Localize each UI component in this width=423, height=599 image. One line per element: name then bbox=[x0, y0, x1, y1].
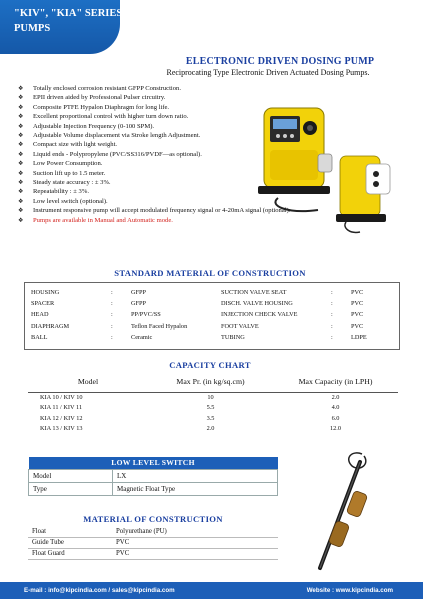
page-subtitle: Reciprocating Type Electronic Driven Actuated Dosing Pumps. bbox=[166, 68, 370, 77]
header-line-1: "KIV", "KIA" SERIES METERING bbox=[14, 8, 184, 19]
material-key: FOOT VALVE bbox=[221, 322, 259, 330]
footer-bar bbox=[0, 582, 423, 599]
feature-item: ❖ EPII driven aided by Professional Pulser circuitry. bbox=[18, 93, 413, 102]
feature-item: ❖ Low Power Consumption. bbox=[18, 159, 413, 168]
capacity-pressure-cell: 3.5 bbox=[206, 414, 215, 422]
capacity-model-cell: KIA 10 / KIV 10 bbox=[40, 394, 83, 401]
feature-item: ❖ Low level switch (optional). bbox=[18, 197, 413, 206]
materials-left-column bbox=[31, 287, 187, 343]
capacity-header-model: Model bbox=[28, 372, 148, 392]
materials-title: STANDARD MATERIAL OF CONSTRUCTION bbox=[114, 268, 306, 278]
material-value: PVC bbox=[351, 322, 364, 330]
capacity-model-cell: KIA 13 / KIV 13 bbox=[40, 425, 83, 433]
material-value: PVC bbox=[351, 311, 364, 319]
footer-email[interactable]: E-mail : info@kipcindia.com / sales@kipcindia.com bbox=[24, 587, 175, 594]
material-value: GFPP bbox=[131, 300, 147, 308]
material-row: BALL : Ceramic bbox=[31, 332, 187, 343]
material-key: BALL bbox=[31, 333, 48, 341]
material-value: Ceramic bbox=[131, 333, 153, 341]
material-key: HOUSING bbox=[31, 289, 60, 296]
material-row: HEAD : PP/PVC/SS bbox=[31, 309, 187, 320]
material-key: DIAPHRAGM bbox=[31, 322, 70, 330]
capacity-capacity-cell: 4.0 bbox=[331, 404, 340, 412]
moc-value: PVC bbox=[112, 537, 278, 548]
material-key: TUBING bbox=[221, 333, 245, 341]
material-row: DIAPHRAGM : Teflon Faced Hypalon bbox=[31, 321, 187, 332]
material-value: LDPE bbox=[351, 333, 367, 341]
material-row: SPACER : GFPP bbox=[31, 298, 187, 309]
materials-box bbox=[24, 282, 400, 350]
switch-key: Type bbox=[29, 482, 113, 495]
table-row bbox=[28, 403, 398, 414]
table-row bbox=[29, 482, 278, 495]
moc-value: Polyurethane (PU) bbox=[112, 526, 278, 537]
table-row bbox=[28, 413, 398, 424]
material-row: SUCTION VALVE SEAT : PVC bbox=[221, 287, 367, 298]
switch-key: Model bbox=[29, 469, 113, 482]
feature-item: ❖ Totally enclosed corrosion resistant GFPP Construction. bbox=[18, 84, 413, 93]
feature-item-availability: ❖ Pumps are available in Manual and Automatic mode. bbox=[18, 216, 413, 225]
moc-key: Float bbox=[28, 526, 112, 537]
feature-item: ❖ Steady state accuracy : ± 3%. bbox=[18, 178, 413, 187]
switch-value: Magnetic Float Type bbox=[113, 482, 278, 495]
table-row bbox=[29, 469, 278, 482]
capacity-header-capacity: Max Capacity (in LPH) bbox=[273, 372, 398, 392]
feature-item: ❖ Compact size with light weight. bbox=[18, 140, 413, 149]
capacity-capacity-cell: 12.0 bbox=[329, 425, 342, 433]
feature-item: ❖ Adjustable Injection Frequency (0-100 SPM). bbox=[18, 122, 413, 131]
material-value: Teflon Faced Hypalon bbox=[131, 322, 188, 330]
switch-value: LX bbox=[113, 469, 278, 482]
dosing-pump-image bbox=[258, 98, 336, 216]
capacity-pressure-cell: 10 bbox=[207, 394, 214, 401]
table-row bbox=[28, 537, 278, 548]
capacity-model-cell: KIA 12 / KIV 12 bbox=[40, 414, 83, 422]
feature-item: ❖ Composite PTFE Hypalon Diaphragm for long life. bbox=[18, 103, 413, 112]
feature-item: ❖ Suction lift up to 1.5 meter. bbox=[18, 169, 413, 178]
capacity-pressure-cell: 2.0 bbox=[206, 425, 215, 433]
material-key: INJECTION CHECK VALVE bbox=[221, 311, 298, 319]
material-row: FOOT VALVE : PVC bbox=[221, 321, 367, 332]
materials-right-column bbox=[221, 287, 367, 343]
material-row: INJECTION CHECK VALVE : PVC bbox=[221, 309, 367, 320]
table-row bbox=[28, 392, 398, 403]
feature-item: ❖ Adjustable Volume displacement via Stroke length Adjustment. bbox=[18, 131, 413, 140]
level-switch-probe-image bbox=[292, 448, 402, 576]
material-value: PVC bbox=[351, 289, 364, 296]
feature-item: ❖ Instrument responsive pump will accept modulated frequency signal or 4-20mA signal (optional). bbox=[18, 206, 413, 215]
moc-key: Guide Tube bbox=[28, 537, 112, 548]
capacity-header-pressure: Max Pr. (in kg/sq.cm) bbox=[148, 372, 273, 392]
material-key: SPACER bbox=[31, 300, 55, 308]
capacity-model-cell: KIA 11 / KIV 11 bbox=[40, 404, 83, 412]
feature-item: ❖ Excellent proportional control with higher turn down ratio. bbox=[18, 112, 413, 121]
table-row bbox=[28, 424, 398, 435]
dosing-pump-side-image bbox=[336, 148, 394, 236]
header-line-2: PUMPS bbox=[14, 23, 51, 34]
material-value: PP/PVC/SS bbox=[131, 311, 161, 319]
low-level-switch-table bbox=[28, 457, 278, 496]
moc-title: MATERIAL OF CONSTRUCTION bbox=[83, 514, 223, 524]
moc-table bbox=[28, 526, 278, 560]
low-level-switch-title: LOW LEVEL SWITCH bbox=[29, 457, 278, 469]
moc-value: PVC bbox=[112, 548, 278, 559]
capacity-capacity-cell: 6.0 bbox=[331, 414, 340, 422]
material-value: GFPP bbox=[131, 289, 147, 296]
material-key: HEAD bbox=[31, 311, 49, 319]
moc-key: Float Guard bbox=[28, 548, 112, 559]
capacity-pressure-cell: 5.5 bbox=[206, 404, 215, 412]
material-row: HOUSING : GFPP bbox=[31, 287, 187, 298]
feature-item: ❖ Liquid ends - Polypropylene (PVC/SS316/PVDF—as optional). bbox=[18, 150, 413, 159]
capacity-title: CAPACITY CHART bbox=[169, 360, 251, 370]
capacity-capacity-cell: 2.0 bbox=[331, 394, 340, 401]
footer-website[interactable]: Website : www.kipcindia.com bbox=[306, 587, 393, 594]
material-key: DISCH. VALVE HOUSING bbox=[221, 300, 293, 308]
header-banner bbox=[0, 0, 184, 54]
material-value: PVC bbox=[351, 300, 364, 308]
material-row: TUBING : LDPE bbox=[221, 332, 367, 343]
page-title: ELECTRONIC DRIVEN DOSING PUMP bbox=[185, 56, 375, 67]
table-row bbox=[28, 526, 278, 537]
capacity-table bbox=[28, 372, 398, 434]
table-row bbox=[28, 548, 278, 559]
material-row: DISCH. VALVE HOUSING : PVC bbox=[221, 298, 367, 309]
material-key: SUCTION VALVE SEAT bbox=[221, 289, 287, 296]
feature-item: ❖ Repeatability : ± 3%. bbox=[18, 187, 413, 196]
